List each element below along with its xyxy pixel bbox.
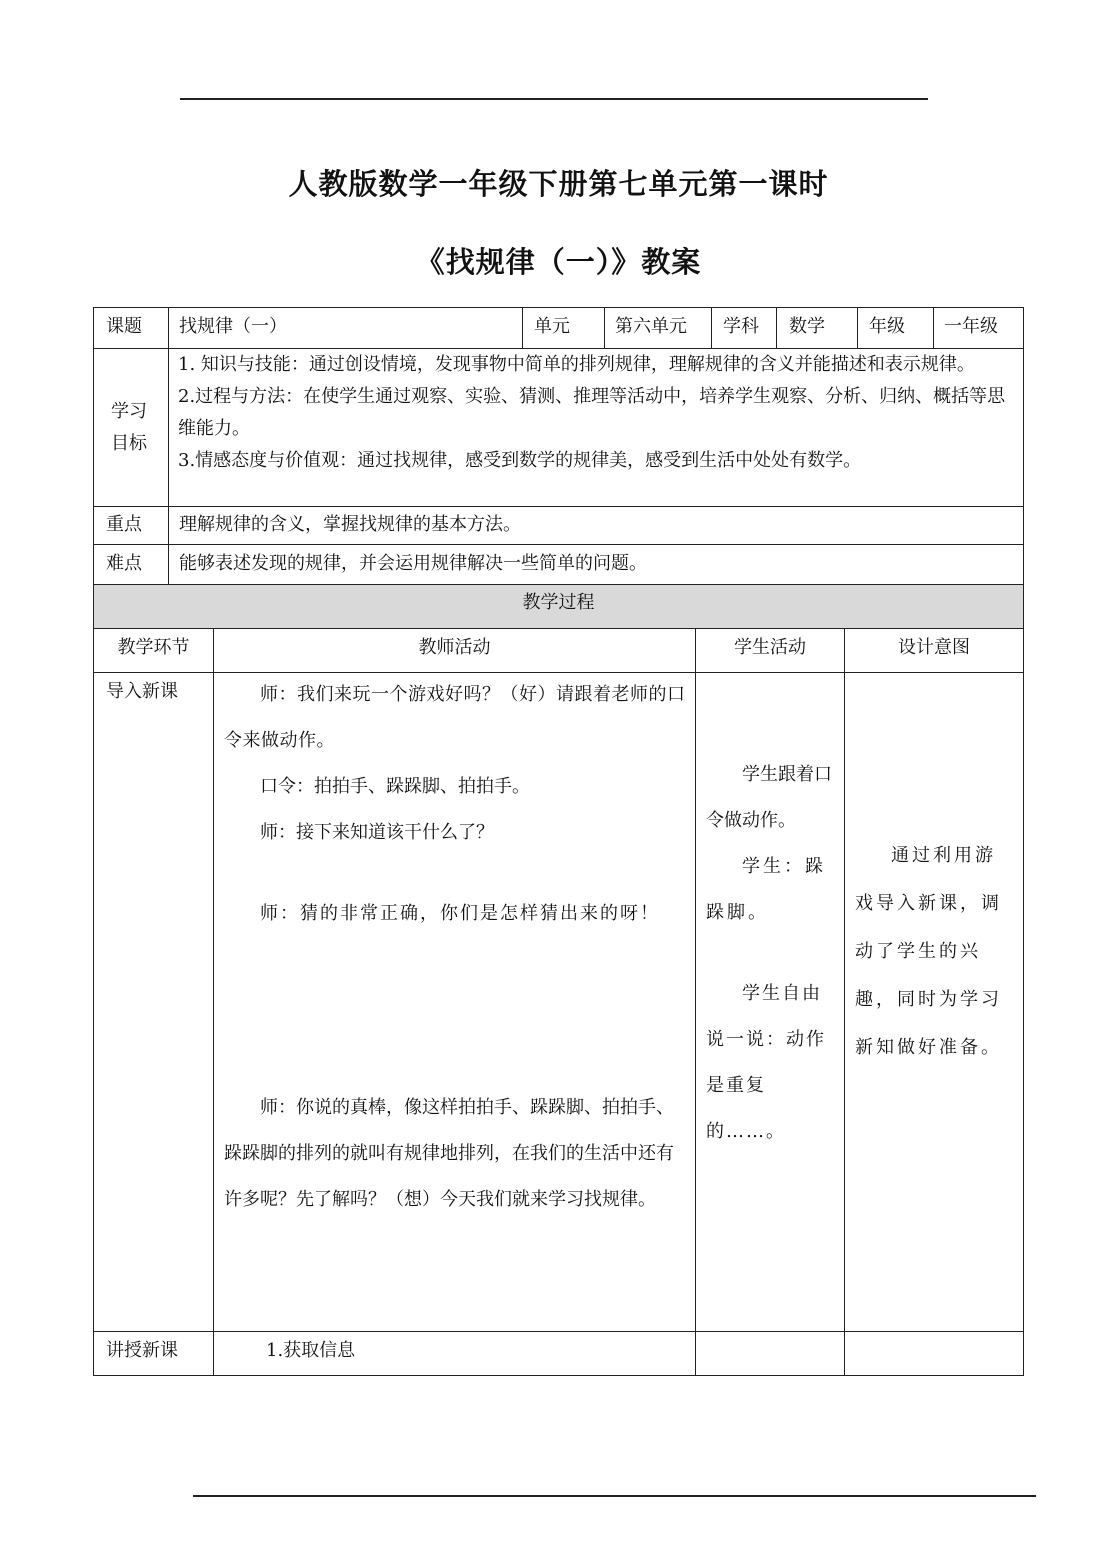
goals-label-line1: 学习 — [111, 401, 147, 422]
teacher-line: 师：我们来玩一个游戏好吗？（好）请跟着老师的口令来做动作。 — [224, 684, 686, 751]
goals-content — [178, 349, 1016, 477]
subject-value: 数学 — [789, 316, 825, 337]
col-header-teacher: 教师活动 — [418, 637, 491, 658]
new-lesson-stage: 讲授新课 — [106, 1340, 178, 1361]
process-heading — [94, 584, 1023, 628]
intro-teacher-activity — [224, 672, 686, 1223]
table-border — [844, 628, 845, 1376]
subject-label: 学科 — [723, 316, 759, 337]
table-border — [213, 628, 214, 1376]
document-title: 人教版数学一年级下册第七单元第一课时 — [288, 167, 829, 201]
col-header-intent: 设计意图 — [898, 637, 970, 658]
table-border — [695, 628, 696, 1376]
teacher-line: 口令：拍拍手、跺跺脚、拍拍手。 — [260, 776, 530, 797]
table-border — [93, 584, 1024, 585]
topic-value: 找规律（一） — [179, 316, 287, 337]
footer-rule — [193, 1495, 1036, 1497]
table-border — [711, 307, 712, 348]
table-border — [93, 544, 1024, 545]
intent-text: 通过利用游戏导入新课，调动了学生的兴趣，同时为学习新知做好准备。 — [855, 845, 1002, 1058]
grade-value: 一年级 — [944, 316, 998, 337]
goal-process: 2.过程与方法：在使学生通过观察、实验、猜测、推理等活动中，培养学生观察、分析、归纳、概括等思维能力。 — [178, 386, 1006, 439]
intro-design-intent — [855, 832, 1015, 1072]
table-border — [93, 628, 1024, 629]
col-header-student: 学生活动 — [734, 637, 806, 658]
goal-attitude: 3.情感态度与价值观：通过找规律，感受到数学的规律美，感受到生活中处处有数学。 — [178, 450, 862, 471]
goals-label — [104, 396, 154, 460]
table-border — [93, 506, 1024, 507]
table-border — [93, 1375, 1024, 1376]
goals-label-line2: 目标 — [111, 433, 147, 454]
table-border — [93, 307, 1024, 308]
new-lesson-teacher: 1.获取信息 — [266, 1340, 356, 1361]
table-border — [604, 307, 605, 348]
table-border — [857, 307, 858, 348]
teacher-line: 师：接下来知道该干什么了？ — [260, 822, 494, 843]
intro-stage: 导入新课 — [106, 681, 178, 702]
student-line: 学生：跺跺脚。 — [706, 856, 826, 923]
document-subtitle: 《找规律（一）》教案 — [415, 245, 702, 279]
unit-value: 第六单元 — [615, 316, 687, 337]
col-header-stage: 教学环节 — [117, 637, 190, 658]
difficulty-label: 难点 — [106, 553, 142, 574]
unit-label: 单元 — [534, 316, 570, 337]
table-border — [168, 307, 169, 584]
table-border — [776, 307, 777, 348]
key-point-text: 理解规律的含义，掌握找规律的基本方法。 — [179, 514, 521, 535]
table-border — [933, 307, 934, 348]
student-line: 学生自由说一说：动作是重复的……。 — [706, 983, 826, 1142]
header-rule — [180, 98, 928, 100]
topic-label: 课题 — [106, 316, 142, 337]
teacher-line: 师：你说的真棒，像这样拍拍手、跺跺脚、拍拍手、跺跺脚的排列的就叫有规律地排列，在我们的生活中还有许多呢？先了解吗？（想）今天我们就来学习找规律。 — [224, 1097, 674, 1210]
grade-label: 年级 — [869, 316, 905, 337]
difficulty-text: 能够表述发现的规律，并会运用规律解决一些简单的问题。 — [179, 553, 647, 574]
key-point-label: 重点 — [106, 514, 142, 535]
intro-student-activity — [706, 752, 836, 1155]
student-line: 学生跟着口令做动作。 — [706, 764, 832, 831]
process-heading-text: 教学过程 — [522, 592, 595, 613]
goal-knowledge: 1. 知识与技能：通过创设情境，发现事物中简单的排列规律，理解规律的含义并能描述和表示规律。 — [178, 354, 975, 375]
table-border — [522, 307, 523, 348]
table-border — [93, 307, 94, 1376]
teacher-line: 师：猜的非常正确，你们是怎样猜出来的呀！ — [260, 903, 660, 924]
table-border — [1023, 307, 1024, 1376]
table-border — [93, 1331, 1024, 1332]
